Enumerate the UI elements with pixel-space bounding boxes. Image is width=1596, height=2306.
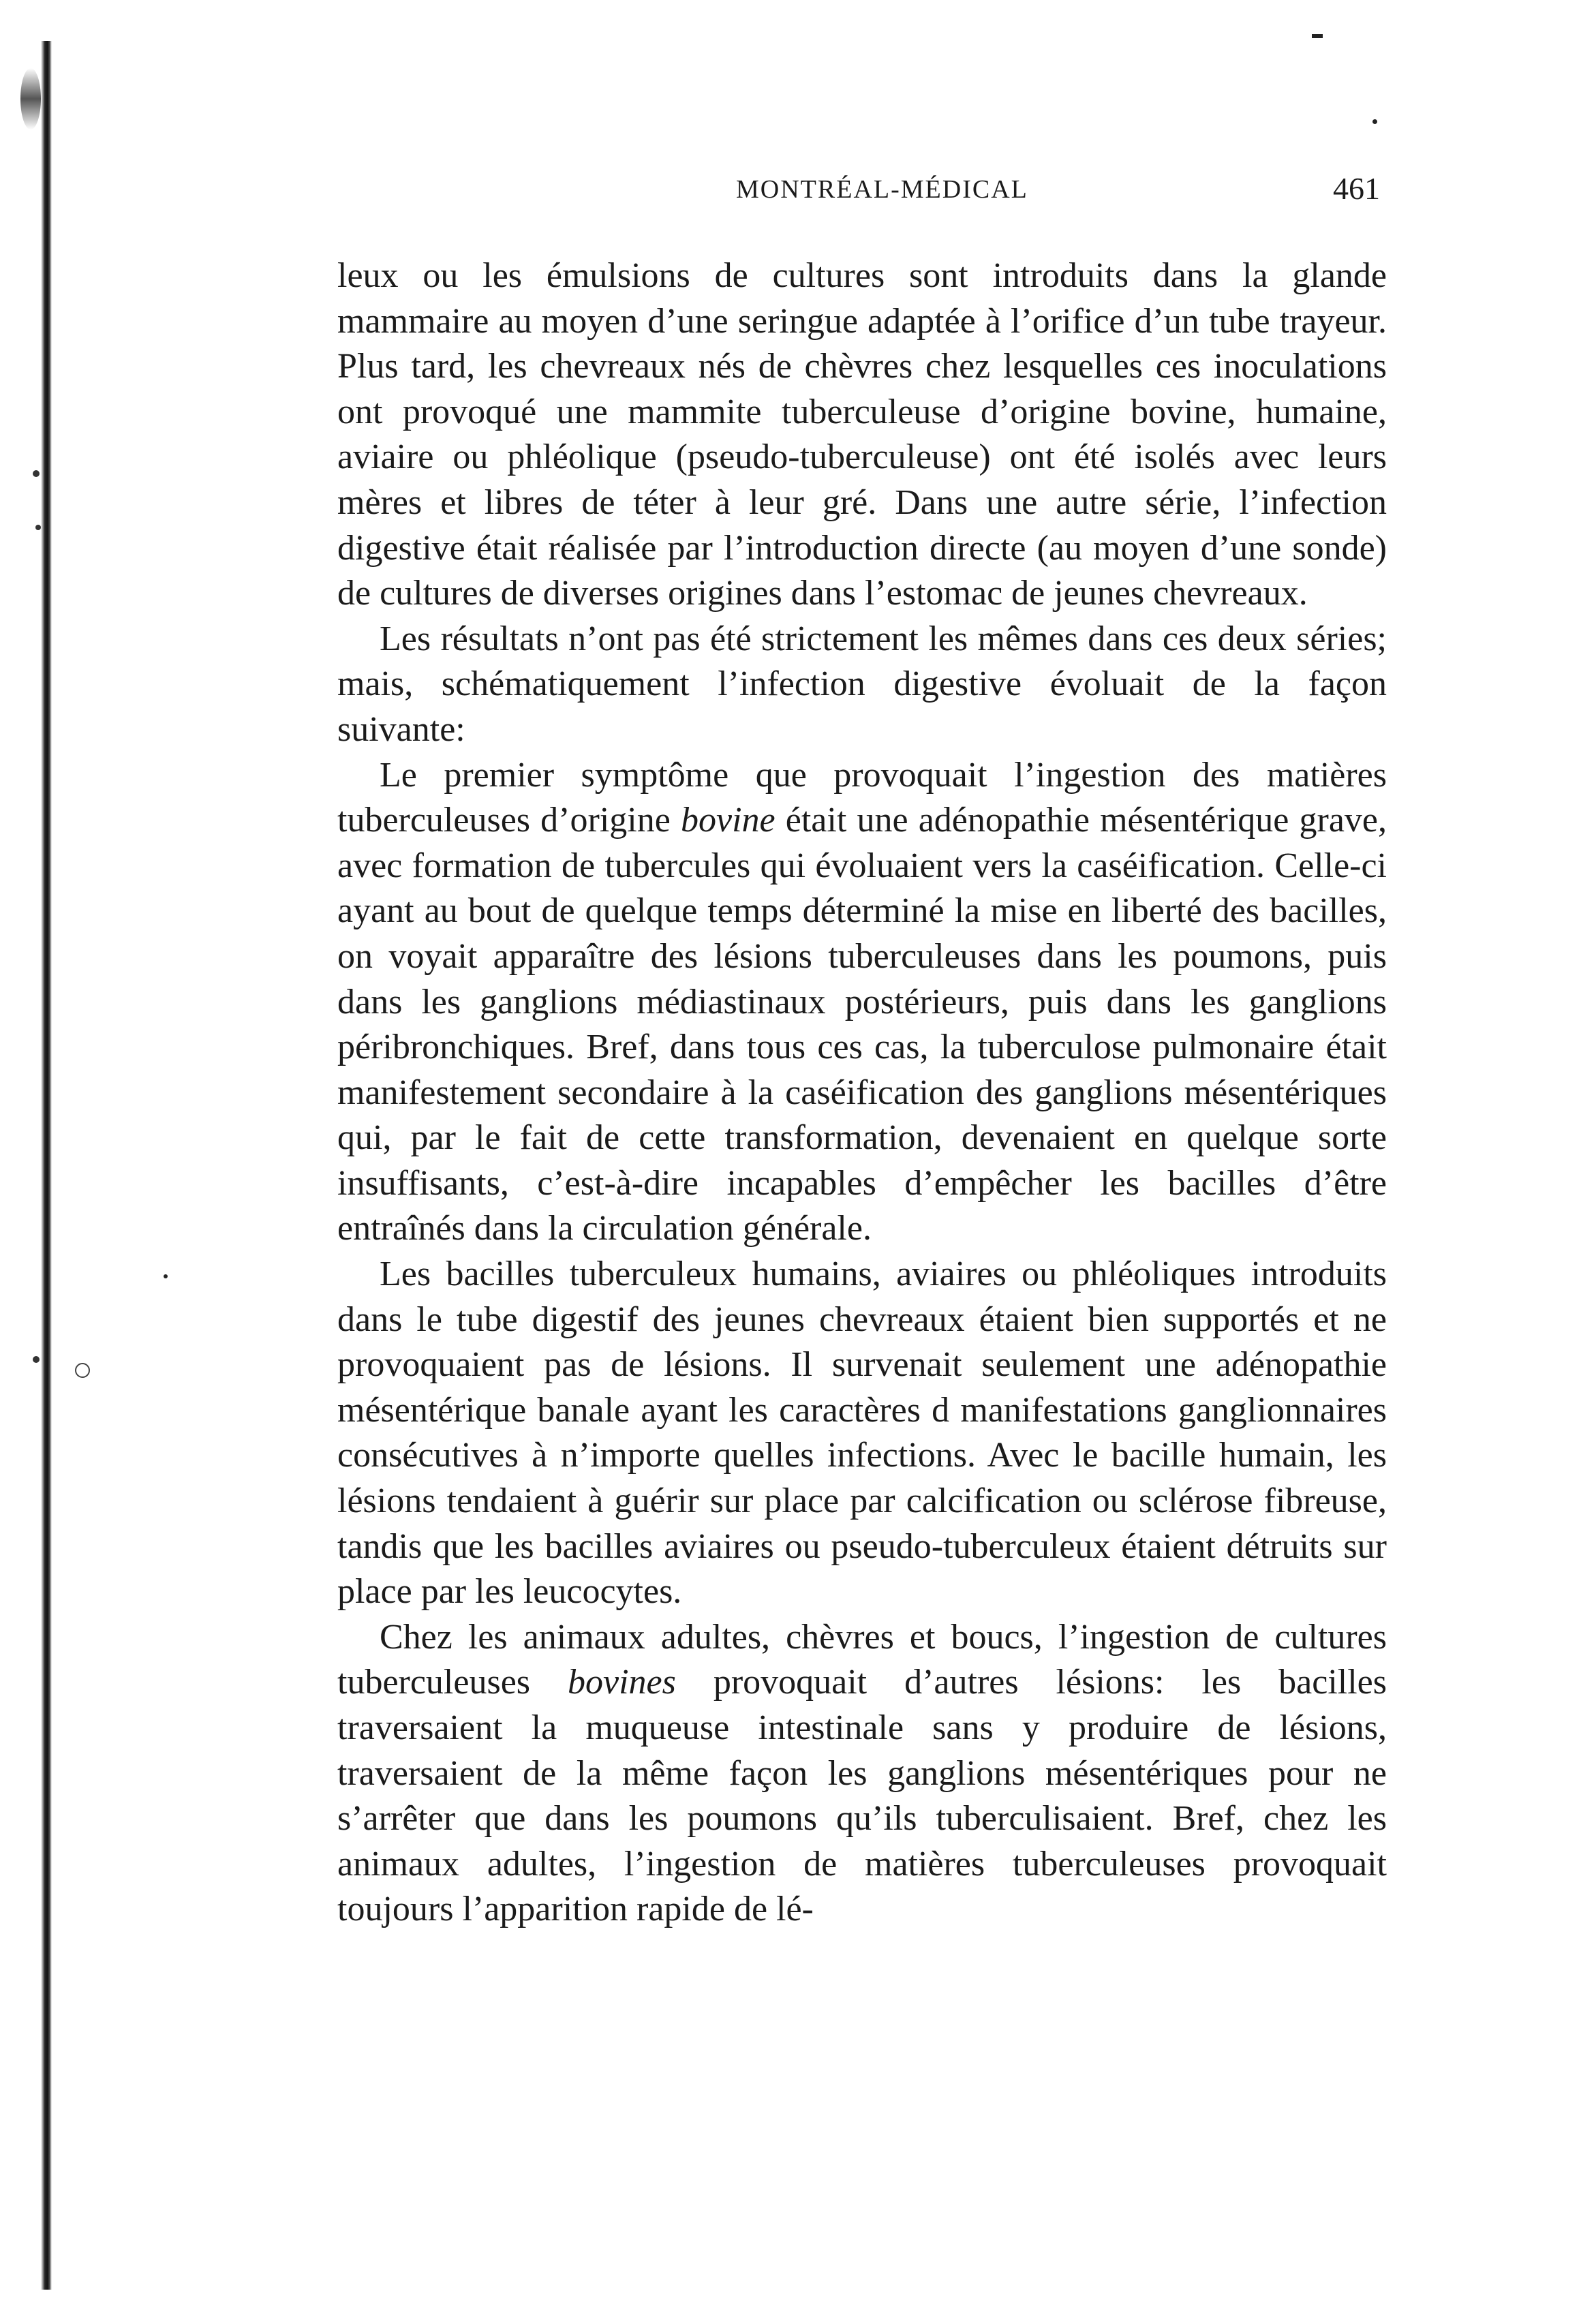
body-text (337, 253, 1387, 1933)
binding-speck (33, 470, 40, 477)
paragraph (337, 1615, 1387, 1933)
italic-term: bovines (568, 1663, 676, 1702)
page-header (337, 170, 1387, 211)
paragraph-text: était une adénopathie mésentérique grave, avec formation de tubercules qui évoluaient vers la caséification. Celle-ci ayant au bout de quelque temps déterminé la mise en liberté des bacilles, on voyait apparaître des lésions tuberculeuses dans les poumons, puis dans les ganglions médiastinaux postérieurs, puis dans les ganglions péribronchiques. Bref, dans tous ces cas, la tuberculose pulmonaire était manifestement secondaire à la caséification des ganglions mésentériques qui, par le fait de cette transformation, devenaient en quelque sorte insuffisants, c’est-à-dire incapables d’empêcher les bacilles d’être entraînés dans la circulation générale. (337, 801, 1387, 1248)
binding-speck (35, 525, 41, 530)
page-binding-edge (41, 41, 52, 2290)
paragraph-text: leux ou les émulsions de cultures sont introduits dans la glande mammaire au moyen d’une seringue adaptée à l’orifice d’un tube trayeur. Plus tard, les chevreaux nés de chèvres chez lesquelles ces inoculations ont provoqué une mammite tuberculeuse d’origine bovine, humaine, aviaire ou phléolique (pseudo-tuberculeuse) ont été isolés avec leurs mères et libres de téter à leur gré. Dans une autre série, l’infection digestive était réalisée par l’introduction directe (au moyen d’une sonde) de cultures de diverses origines dans l’estomac de jeunes chevreaux. (337, 256, 1387, 613)
italic-term: bovine (680, 801, 776, 840)
ink-mark (1372, 119, 1377, 124)
binding-speck (75, 1363, 90, 1378)
paragraph-text: Les bacilles tuberculeux humains, aviaires ou phléoliques introduits dans le tube digestif des jeunes chevreaux étaient bien supportés et ne provoquaient pas de lésions. Il survenait seulement une adénopathie mésentérique banale ayant les caractères d manifestations ganglionnaires consécutives à n’importe quelles infections. Avec le bacille humain, les lésions tendaient à guérir sur place par calcification ou sclérose fibreuse, tandis que les bacilles aviaires ou pseudo-tuberculeux étaient détruits sur place par les leucocytes. (337, 1255, 1387, 1612)
binding-speck (20, 68, 41, 129)
paragraph-text: Le premier symptôme que provoquait l’ingestion des matières tuberculeuses d’origine (337, 755, 1387, 840)
paragraph (337, 1252, 1387, 1615)
paragraph (337, 617, 1387, 753)
paragraph (337, 753, 1387, 1252)
paragraph-text: Chez les animaux adultes, chèvres et boucs, l’ingestion de cultures tuberculeuses (337, 1617, 1387, 1702)
binding-speck (33, 1356, 40, 1363)
paragraph (337, 253, 1387, 617)
page-number: 461 (1333, 171, 1380, 206)
ink-mark (1312, 34, 1323, 38)
ink-mark (164, 1274, 168, 1278)
running-title: MONTRÉAL-MÉDICAL (736, 175, 1028, 204)
paragraph-text: provoquait d’autres lésions: les bacilles traversaient la muqueuse intestinale sans y produire de lésions, traversaient de la même façon les ganglions mésentériques pour ne s’arrêter que dans les poumons qu’ils tuberculisaient. Bref, chez les animaux adultes, l’ingestion de matières tuberculeuses provoquait toujours l’apparition rapide de lé- (337, 1663, 1387, 1929)
paragraph-text: Les résultats n’ont pas été strictement les mêmes dans ces deux séries; mais, schématiquement l’infection digestive évoluait de la façon suivante: (337, 619, 1387, 749)
